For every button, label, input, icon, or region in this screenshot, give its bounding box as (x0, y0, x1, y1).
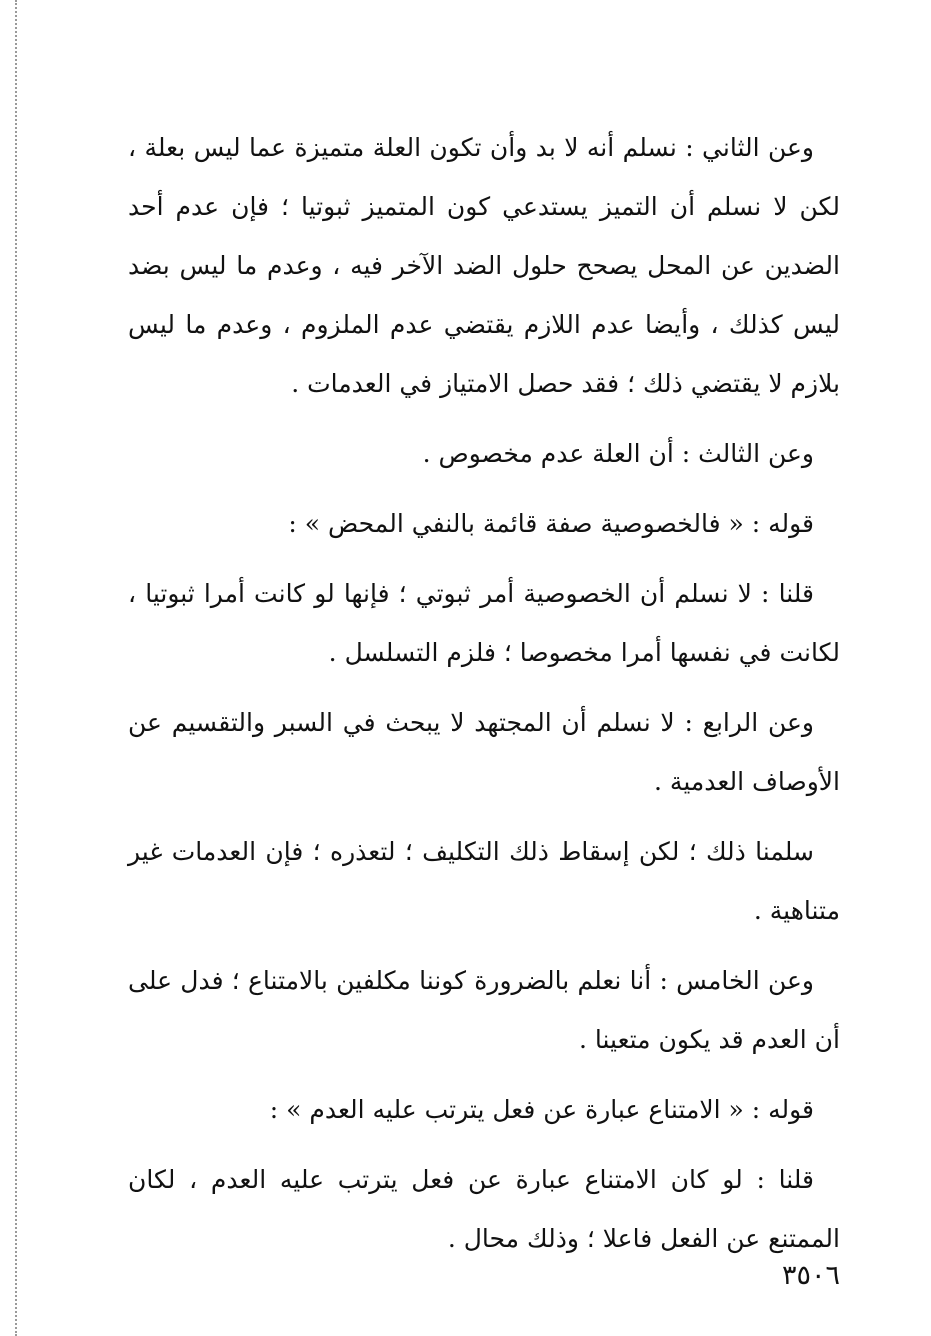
paragraph-quote-specificity: قوله : « فالخصوصية صفة قائمة بالنفي المحض » : (288, 509, 814, 538)
paragraph-fourth-answer: وعن الرابع : لا نسلم أن المجتهد لا يبحث في السبر والتقسيم عن الأوصاف العدمية . (128, 708, 840, 796)
paragraph-second-answer: وعن الثاني : نسلم أنه لا بد وأن تكون العلة متميزة عما ليس بعلة ، لكن لا نسلم أن التميز يستدعي كون المتميز ثبوتيا ؛ فإن عدم أحد الضدين عن المحل يصحح حلول الضد الآخر فيه ، وعدم ما ليس بضد ليس كذلك ، وأيضا عدم اللازم يقتضي عدم الملزوم ، وعدم ما ليس بلازم لا يقتضي ذلك ؛ فقد حصل الامتياز في العدمات . (128, 133, 840, 398)
paragraph-reply-abstention: قلنا : لو كان الامتناع عبارة عن فعل يترتب عليه العدم ، لكان الممتنع عن الفعل فاعلا ؛ وذلك محال . (128, 1165, 840, 1253)
paragraph-quote-abstention: قوله : « الامتناع عبارة عن فعل يترتب عليه العدم » : (269, 1095, 814, 1124)
scan-margin-line (15, 0, 17, 1336)
page-number: ٣٥٠٦ (781, 1260, 840, 1291)
body-text (128, 118, 840, 1279)
paragraph-concession: سلمنا ذلك ؛ لكن إسقاط ذلك التكليف ؛ لتعذره ؛ فإن العدمات غير متناهية . (128, 837, 840, 925)
paragraph-third-answer: وعن الثالث : أن العلة عدم مخصوص . (422, 439, 814, 468)
paragraph-fifth-answer: وعن الخامس : أنا نعلم بالضرورة كوننا مكلفين بالامتناع ؛ فدل على أن العدم قد يكون متعينا . (128, 966, 840, 1054)
paragraph-reply-specificity: قلنا : لا نسلم أن الخصوصية أمر ثبوتي ؛ فإنها لو كانت أمرا ثبوتيا ، لكانت في نفسها أمرا مخصوصا ؛ فلزم التسلسل . (128, 579, 840, 667)
